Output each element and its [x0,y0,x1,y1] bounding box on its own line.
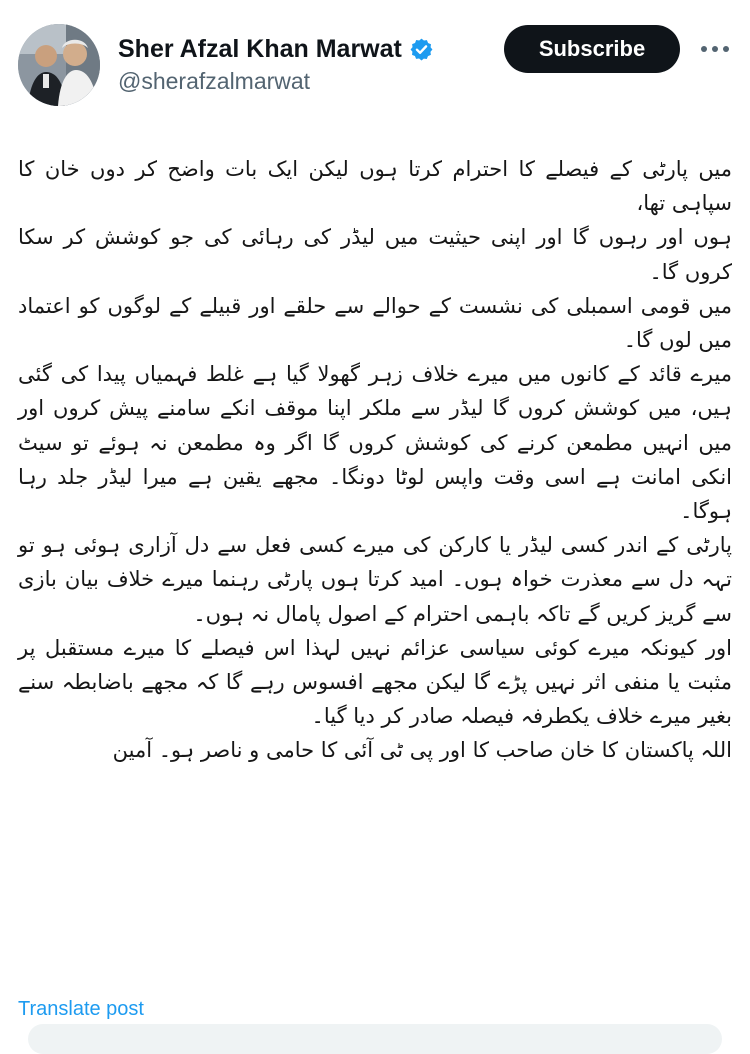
tweet-paragraph: میرے قائد کے کانوں میں میرے خلاف زہر گھولا گیا ہے غلط فہمیاں پیدا کی گئی ہیں، میں کوشش کروں گا لیڈر سے ملکر اپنا موقف انکے سامنے پیش کروں اور میں انہیں مطمعن کرنے کی کوشش کروں گا اگر وہ مطمعن نہ ہوئے تو سیٹ انکی امانت ہے اسی وقت واپس لوٹا دونگا۔ مجھے یقین ہے میرا لیڈر جلد رہا ہوگا۔ [18,362,732,524]
avatar-photo-icon [18,24,100,106]
tweet-paragraph: میں قومی اسمبلی کی نشست کے حوالے سے حلقے اور قبیلے کے لوگوں کو اعتماد میں لوں گا۔ [18,293,732,353]
tweet-paragraph: ہوں اور رہوں گا اور اپنی حیثیت میں لیڈر کی رہائی کی جو کوشش کر سکا کروں گا۔ [18,225,732,284]
more-options-icon[interactable] [697,35,733,63]
translate-post-link[interactable]: Translate post [18,998,144,1020]
tweet-text [18,152,732,768]
tweet-header [0,0,750,120]
tweet-paragraph: اللہ پاکستان کا خان صاحب کا اور پی ٹی آئی کا حامی و ناصر ہو۔ آمین [112,738,732,763]
avatar[interactable] [18,24,100,106]
tweet-paragraph: پارٹی کے اندر کسی لیڈر یا کارکن کی میرے کسی فعل سے دل آزاری ہوئی ہو تو تہہ دل سے معذرت خواہ ہوں۔ امید کرتا ہوں پارٹی رہنما میرے خلاف بیان بازی سے گریز کریں گے تاکہ باہمی احترام کے اصول پامال نہ ہوں۔ [18,533,732,626]
author-handle[interactable]: @sherafzalmarwat [118,68,311,94]
subscribe-button[interactable]: Subscribe [504,25,680,73]
tweet-paragraph: میں پارٹی کے فیصلے کا احترام کرتا ہوں لیکن ایک بات واضح کر دوں خان کا سپاہی تھا، [18,157,732,216]
reply-bar[interactable] [28,1024,722,1054]
verified-badge-icon[interactable] [409,37,434,62]
author-name-row [118,31,434,67]
author-display-name[interactable]: Sher Afzal Khan Marwat [118,34,402,63]
tweet-paragraph: اور کیونکہ میرے کوئی سیاسی عزائم نہیں لہذا اس فیصلے کا میرے مستقبل پر مثبت یا منفی اثر نہیں پڑے گا لیکن مجھے افسوس رہے گا کہ مجھے باضابطہ سنے بغیر میرے خلاف یکطرفہ فیصلہ صادر کر دیا گیا۔ [18,635,732,729]
